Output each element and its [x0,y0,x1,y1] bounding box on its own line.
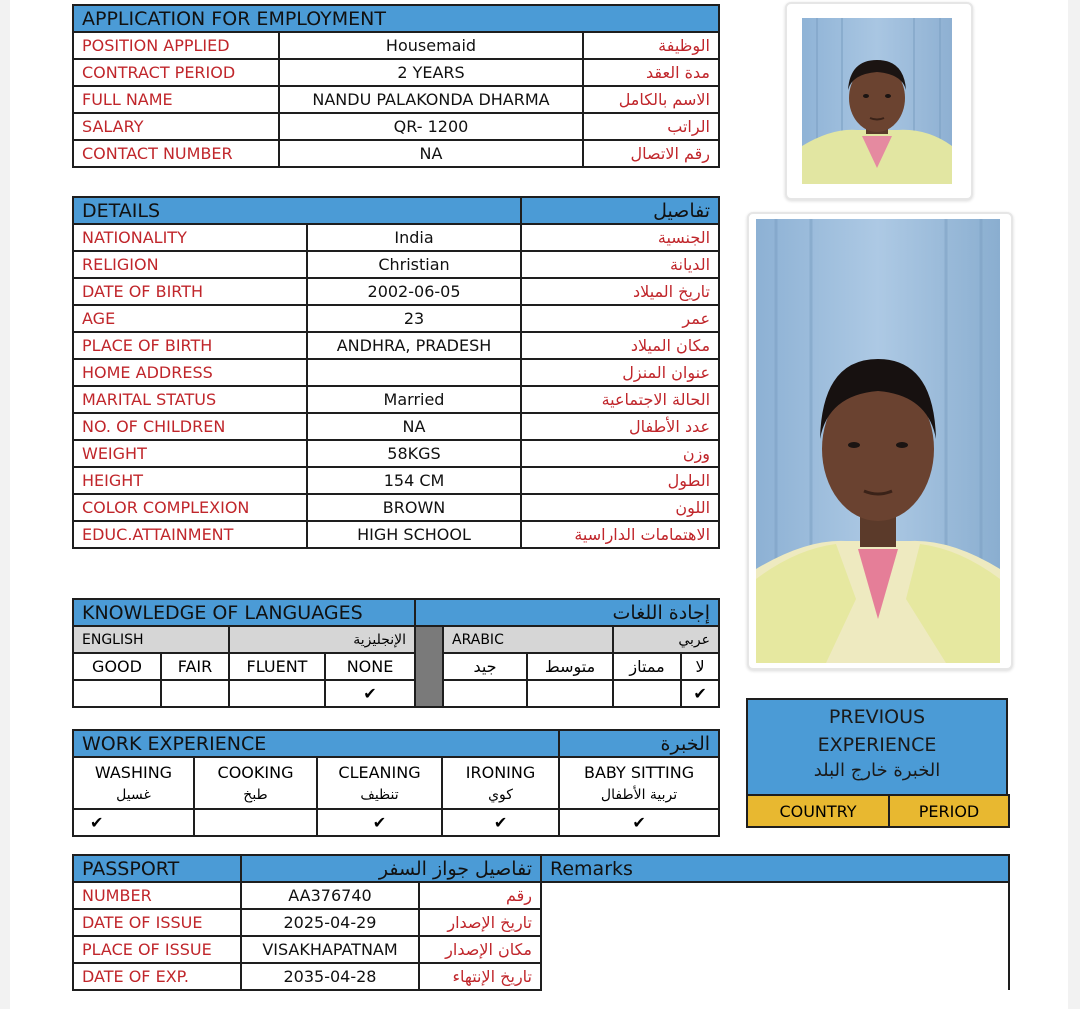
row-value: BROWN [307,494,521,521]
row-label: DATE OF EXP. [73,963,241,990]
language-divider [415,626,443,707]
row-value: 2035-04-28 [241,963,419,990]
row-value: Housemaid [279,32,583,59]
row-label: PLACE OF ISSUE [73,936,241,963]
country-header: COUNTRY [747,795,889,827]
skill-label-ar: تنظيف [360,786,399,803]
english-fair-cell [161,680,229,707]
row-label: MARITAL STATUS [73,386,307,413]
skill-label: BABY SITTING [583,762,695,782]
row-value: ANDHRA, PRADESH [307,332,521,359]
row-label: SALARY [73,113,279,140]
row-label-ar: مدة العقد [583,59,719,86]
row-label-ar: اللون [521,494,719,521]
passport-title-ar: تفاصيل جواز السفر [241,855,541,882]
application-table [72,4,720,168]
table-row [73,440,719,467]
row-label: DATE OF ISSUE [73,909,241,936]
table-row [73,224,719,251]
skill-cleaning [317,757,442,809]
small-photo-frame [785,2,973,200]
arabic-label: ARABIC [443,626,613,653]
skill-label: COOKING [217,762,294,782]
table-row [73,882,1009,909]
row-label: DATE OF BIRTH [73,278,307,305]
languages-title: KNOWLEDGE OF LANGUAGES [73,599,415,626]
remarks-area [541,882,1009,990]
row-label: EDUC.ATTAINMENT [73,521,307,548]
row-value: QR- 1200 [279,113,583,140]
table-row [73,413,719,440]
skill-label-ar: كوي [488,786,513,803]
table-row [73,467,719,494]
row-value: NANDU PALAKONDA DHARMA [279,86,583,113]
skill-label-ar: طبخ [243,786,268,803]
row-label: NO. OF CHILDREN [73,413,307,440]
previous-experience-header [746,698,1008,794]
row-value: 2002-06-05 [307,278,521,305]
row-label: CONTRACT PERIOD [73,59,279,86]
row-value: 58KGS [307,440,521,467]
details-table [72,196,720,549]
previous-experience-table [746,794,1010,828]
row-label-ar: تاريخ الإنتهاء [419,963,541,990]
row-label-ar: الوظيفة [583,32,719,59]
period-header: PERIOD [889,795,1009,827]
english-level-fluent: FLUENT [229,653,325,680]
details-title-ar: تفاصيل [521,197,719,224]
row-label: POSITION APPLIED [73,32,279,59]
table-row [73,332,719,359]
row-value: India [307,224,521,251]
skill-cooking [194,757,317,809]
row-value: AA376740 [241,882,419,909]
ironing-check-icon: ✔ [442,809,559,836]
table-row [73,113,719,140]
table-row [73,32,719,59]
table-row [73,494,719,521]
row-label-ar: مكان الإصدار [419,936,541,963]
previous-title-line1: PREVIOUS [828,706,926,728]
arabic-level-good: جيد [443,653,527,680]
row-label-ar: الاهتمامات الداراسية [521,521,719,548]
application-title: APPLICATION FOR EMPLOYMENT [73,5,719,32]
table-row [73,278,719,305]
row-label-ar: تاريخ الميلاد [521,278,719,305]
row-value: 2025-04-29 [241,909,419,936]
english-level-good: GOOD [73,653,161,680]
arabic-good-cell [443,680,527,707]
row-label-ar: عدد الأطفال [521,413,719,440]
washing-check-icon: ✔ [73,809,194,836]
row-label-ar: رقم [419,882,541,909]
arabic-no-check-icon: ✔ [681,680,719,707]
row-value: 154 CM [307,467,521,494]
remarks-title: Remarks [541,855,1009,882]
table-row [73,305,719,332]
row-value: VISAKHAPATNAM [241,936,419,963]
row-label-ar: عنوان المنزل [521,359,719,386]
row-label: AGE [73,305,307,332]
row-label-ar: الجنسية [521,224,719,251]
row-value: 23 [307,305,521,332]
row-value: NA [307,413,521,440]
table-row [73,386,719,413]
baby-sitting-check-icon: ✔ [559,809,719,836]
row-value: HIGH SCHOOL [307,521,521,548]
skill-washing [73,757,194,809]
skill-label-ar: غسيل [116,786,151,803]
row-label: HOME ADDRESS [73,359,307,386]
large-photo-frame [747,212,1013,670]
application-form-page [10,0,1068,1009]
skill-ironing [442,757,559,809]
row-label: COLOR COMPLEXION [73,494,307,521]
row-label-ar: رقم الاتصال [583,140,719,167]
row-value [307,359,521,386]
passport-title: PASSPORT [73,855,241,882]
skill-label: IRONING [465,762,536,782]
row-label: FULL NAME [73,86,279,113]
skill-label: WASHING [94,762,173,782]
cooking-check-cell [194,809,317,836]
row-label: WEIGHT [73,440,307,467]
row-label: PLACE OF BIRTH [73,332,307,359]
table-row [73,59,719,86]
arabic-average-cell [527,680,613,707]
previous-title-ar: الخبرة خارج البلد [813,760,941,781]
languages-table [72,598,720,708]
english-label: ENGLISH [73,626,229,653]
row-label: CONTACT NUMBER [73,140,279,167]
english-label-ar: الإنجليزية [229,626,415,653]
details-title: DETAILS [73,197,521,224]
arabic-label-ar: عربي [613,626,719,653]
skill-label: CLEANING [338,762,421,782]
row-value: Christian [307,251,521,278]
row-label: NATIONALITY [73,224,307,251]
table-row [73,521,719,548]
row-value: Married [307,386,521,413]
skill-label-ar: تربية الأطفال [600,786,678,803]
previous-title-line2: EXPERIENCE [817,734,937,756]
table-row [73,140,719,167]
english-good-cell [73,680,161,707]
arabic-excellent-cell [613,680,681,707]
row-label-ar: الحالة الاجتماعية [521,386,719,413]
row-label-ar: تاريخ الإصدار [419,909,541,936]
skill-baby-sitting [559,757,719,809]
work-title-ar: الخبرة [559,730,719,757]
row-label-ar: عمر [521,305,719,332]
row-label-ar: الراتب [583,113,719,140]
work-experience-table [72,729,720,837]
cleaning-check-icon: ✔ [317,809,442,836]
english-fluent-cell [229,680,325,707]
row-value: 2 YEARS [279,59,583,86]
small-portrait-photo [802,18,952,184]
row-label-ar: الديانة [521,251,719,278]
row-value: NA [279,140,583,167]
passport-table [72,854,1010,991]
large-portrait-photo [756,219,1000,663]
row-label: NUMBER [73,882,241,909]
row-label-ar: مكان الميلاد [521,332,719,359]
table-row [73,251,719,278]
row-label-ar: الاسم بالكامل [583,86,719,113]
arabic-level-no: لا [681,653,719,680]
row-label: RELIGION [73,251,307,278]
english-level-none: NONE [325,653,415,680]
english-level-fair: FAIR [161,653,229,680]
english-none-check-icon: ✔ [325,680,415,707]
row-label-ar: وزن [521,440,719,467]
table-row [73,86,719,113]
work-title: WORK EXPERIENCE [73,730,559,757]
arabic-level-excellent: ممتاز [613,653,681,680]
table-row [73,359,719,386]
row-label: HEIGHT [73,467,307,494]
languages-title-ar: إجادة اللغات [415,599,719,626]
arabic-level-average: متوسط [527,653,613,680]
row-label-ar: الطول [521,467,719,494]
